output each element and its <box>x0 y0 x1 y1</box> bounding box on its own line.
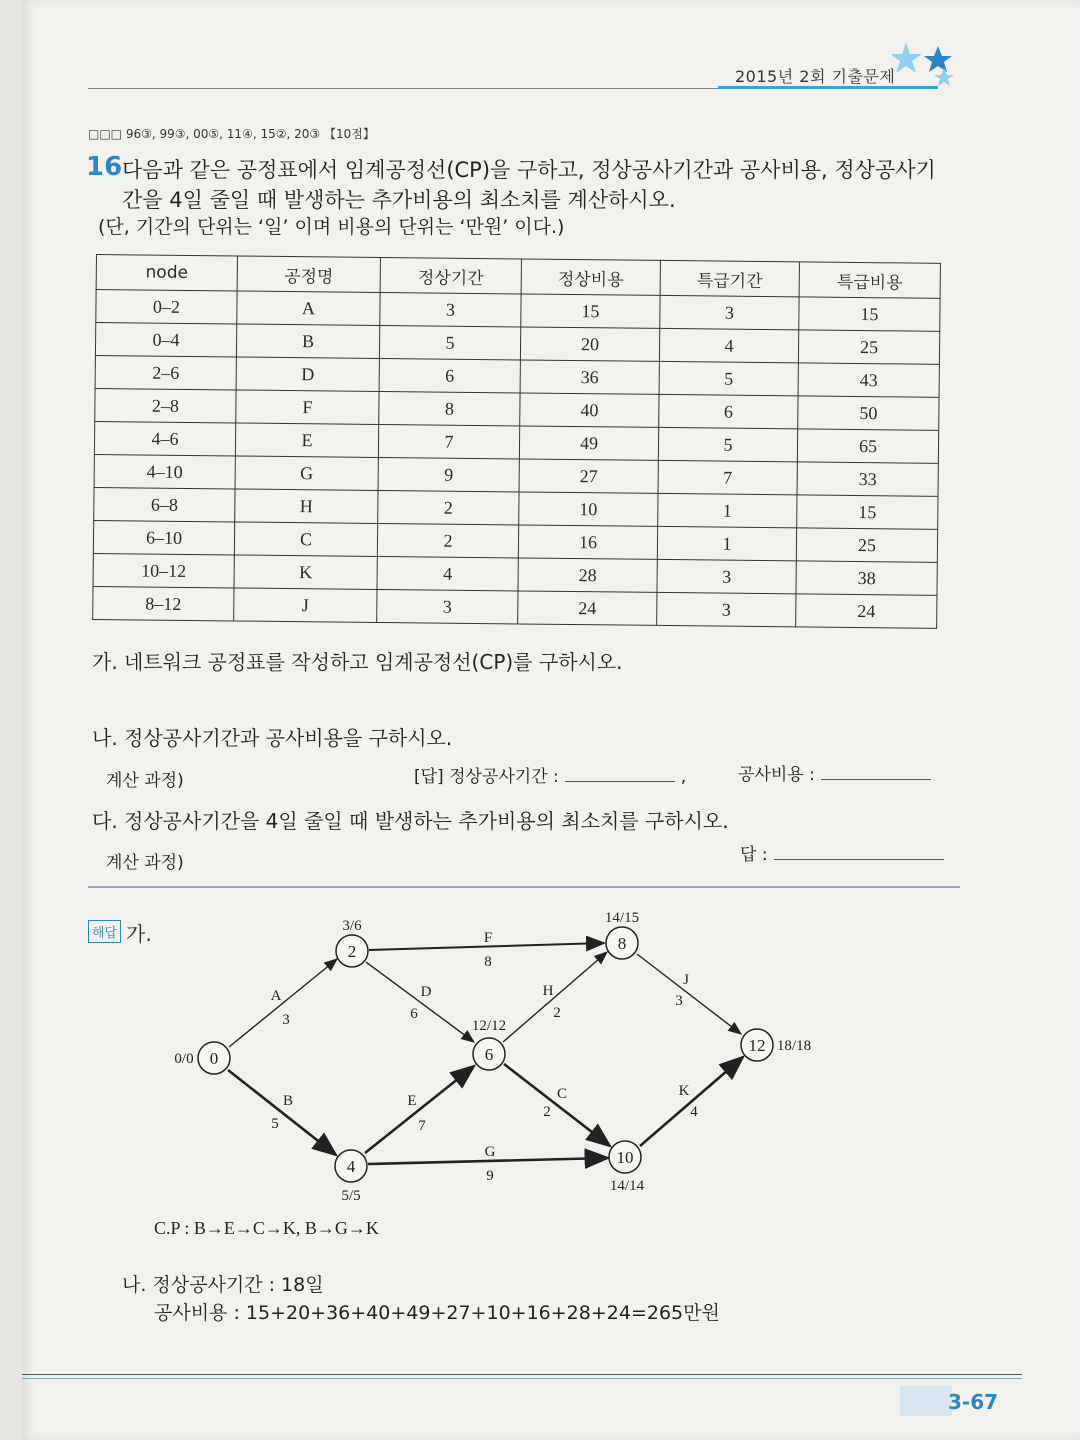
edge-H <box>503 952 607 1042</box>
table-cell: 2–8 <box>95 388 236 422</box>
edge-label: F <box>483 930 493 946</box>
node-time: 3/6 <box>342 918 362 934</box>
table-cell: 10–12 <box>93 553 234 587</box>
node-time: 14/15 <box>604 910 640 926</box>
table-cell: 20 <box>520 327 659 361</box>
column-header: 특급비용 <box>799 262 940 298</box>
subquestion-da: 다. 정상공사기간을 4일 줄일 때 발생하는 추가비용의 최소치를 구하시오. <box>92 809 729 833</box>
edge-label: 2 <box>553 1005 561 1021</box>
table-cell: 0–4 <box>95 323 236 357</box>
table-cell: 33 <box>797 462 938 496</box>
subquestion-ga: 가. 네트워크 공정표를 작성하고 임계공정선(CP)를 구하시오. <box>92 650 623 674</box>
edge-label: 6 <box>410 1006 418 1022</box>
calc-label: 계산 과정) <box>106 771 184 791</box>
node-id: 2 <box>347 942 357 961</box>
column-header: node <box>96 255 237 291</box>
table-cell: 16 <box>518 525 657 559</box>
question-meta: □□□ 96③, 99③, 00⑤, 11④, 15②, 20③ 【10점】 <box>88 127 375 141</box>
table-cell: 7 <box>378 424 519 458</box>
edge-D <box>366 962 474 1042</box>
node-time: 12/12 <box>471 1018 507 1034</box>
node-id: 8 <box>617 934 627 953</box>
table-cell: 2 <box>378 490 519 524</box>
table-cell: 1 <box>657 526 796 560</box>
table-cell: 25 <box>798 330 939 364</box>
edge-label: E <box>407 1093 417 1109</box>
table-cell: 36 <box>520 360 659 394</box>
edge-label: G <box>484 1144 496 1160</box>
table-cell: 5 <box>659 361 798 395</box>
table-cell: 25 <box>796 528 937 562</box>
table-cell: K <box>234 555 377 589</box>
table-cell: 3 <box>657 592 796 626</box>
edge-label: 7 <box>418 1118 426 1134</box>
node-time: 14/14 <box>609 1178 645 1194</box>
table-cell: 15 <box>797 495 938 529</box>
page-number-tab <box>900 1386 952 1416</box>
table-cell: 38 <box>796 561 937 595</box>
header-title: 2015년 2회 기출문제 <box>735 67 896 86</box>
column-header: 공정명 <box>237 256 380 292</box>
column-header: 정상기간 <box>380 257 521 293</box>
node-time: 18/18 <box>776 1038 812 1054</box>
edge-label: H <box>542 983 554 999</box>
table-cell: 24 <box>518 591 657 625</box>
table-cell: 3 <box>660 295 799 329</box>
table-cell: J <box>234 588 377 622</box>
table-cell: 15 <box>521 294 660 328</box>
edge-label: C <box>556 1086 568 1102</box>
table-cell: 1 <box>658 493 797 527</box>
answer-na-period: 나. 정상공사기간 : 18일 <box>122 1274 324 1296</box>
table-cell: 4–10 <box>94 454 235 488</box>
column-header: 특급기간 <box>660 260 799 296</box>
table-cell: 2 <box>377 523 518 557</box>
node-id: 10 <box>616 1148 634 1167</box>
table-cell: 4 <box>659 328 798 362</box>
table-cell: F <box>236 390 379 424</box>
edge-B <box>228 1070 336 1155</box>
edge-J <box>637 954 741 1034</box>
table-cell: 8 <box>379 391 520 425</box>
table-cell: 7 <box>658 460 797 494</box>
table-cell: 3 <box>657 559 796 593</box>
table-cell: 10 <box>519 492 658 526</box>
table-cell: 3 <box>380 292 521 326</box>
table-cell: 6–10 <box>93 520 234 554</box>
edge-K <box>640 1057 743 1146</box>
answer-badge: 해답 <box>88 920 121 943</box>
table-cell: 4–6 <box>94 421 235 455</box>
table-cell: 6 <box>379 358 520 392</box>
table-cell: 6–8 <box>94 487 235 521</box>
edge-label: K <box>678 1083 690 1099</box>
table-cell: 28 <box>518 558 657 592</box>
table-cell: 43 <box>798 363 939 397</box>
edge-label: 2 <box>543 1104 551 1120</box>
question-number: 16 <box>86 152 123 182</box>
table-cell: B <box>236 324 379 358</box>
answer-ga-label: 가. <box>126 922 152 946</box>
node-time: 0/0 <box>174 1051 194 1067</box>
edge-label: B <box>282 1093 294 1109</box>
answer-period-label: [답] 정상공사기간 : , <box>414 767 687 787</box>
table-cell: 27 <box>519 459 658 493</box>
table-cell: H <box>235 489 378 523</box>
page-number: 3-67 <box>948 1390 999 1414</box>
table-cell: 9 <box>378 457 519 491</box>
column-header: 정상비용 <box>521 259 660 295</box>
edge-label: 3 <box>675 993 683 1009</box>
table-cell: G <box>235 456 378 490</box>
edge-label: J <box>683 972 689 988</box>
edge-label: A <box>270 988 282 1004</box>
table-cell: D <box>236 357 379 391</box>
question-line-1: 다음과 같은 공정표에서 임계공정선(CP)을 구하고, 정상공사기간과 공사비용, 정상공사기 <box>122 158 936 182</box>
question-note: (단, 기간의 단위는 ‘일’ 이며 비용의 단위는 ‘만원’ 이다.) <box>98 216 565 238</box>
table-cell: 2–6 <box>95 355 236 389</box>
table-cell: 0–2 <box>96 290 237 324</box>
answer-period-text: [답] 정상공사기간 : <box>414 767 559 787</box>
table-cell: 4 <box>377 556 518 590</box>
subquestion-na: 나. 정상공사기간과 공사비용을 구하시오. <box>92 726 453 750</box>
edge-label: 5 <box>271 1116 279 1132</box>
table-cell: E <box>235 423 378 457</box>
edge-E <box>365 1066 474 1153</box>
table-cell: C <box>234 522 377 556</box>
edge-A <box>229 959 337 1047</box>
critical-path: C.P : B→E→C→K, B→G→K <box>154 1218 379 1238</box>
table-cell: 6 <box>659 394 798 428</box>
node-id: 6 <box>484 1045 494 1064</box>
edge-label: 4 <box>690 1104 698 1120</box>
question-line-2: 간을 4일 줄일 때 발생하는 추가비용의 최소치를 계산하시오. <box>122 188 676 212</box>
table-cell: 3 <box>377 589 518 623</box>
edge-label: 8 <box>484 954 492 970</box>
table-cell: 5 <box>379 325 520 359</box>
answer-na-cost: 공사비용 : 15+20+36+40+49+27+10+16+28+24=265만원 <box>154 1302 720 1324</box>
footer-divider <box>22 1374 1022 1375</box>
node-id: 12 <box>748 1036 766 1055</box>
node-time: 5/5 <box>341 1188 361 1204</box>
edge-label: 9 <box>486 1168 494 1184</box>
answer-da-text: 답 : <box>740 845 768 865</box>
node-id: 4 <box>346 1157 356 1176</box>
edge-C <box>504 1064 610 1146</box>
answer-cost-text: 공사비용 : <box>738 765 815 785</box>
table-cell: 15 <box>799 297 940 331</box>
footer-accent-line <box>22 1378 1022 1379</box>
calc-label-da: 계산 과정) <box>106 853 184 873</box>
table-cell: 40 <box>520 393 659 427</box>
edge-label: 3 <box>282 1012 290 1028</box>
node-id: 0 <box>209 1049 219 1068</box>
table-cell: 24 <box>796 594 937 628</box>
table-cell: A <box>237 291 380 325</box>
table-cell: 50 <box>798 396 939 430</box>
table-cell: 49 <box>519 426 658 460</box>
table-cell: 65 <box>797 429 938 463</box>
table-cell: 8–12 <box>93 586 234 620</box>
table-cell: 5 <box>658 427 797 461</box>
edge-label: D <box>420 984 432 1000</box>
